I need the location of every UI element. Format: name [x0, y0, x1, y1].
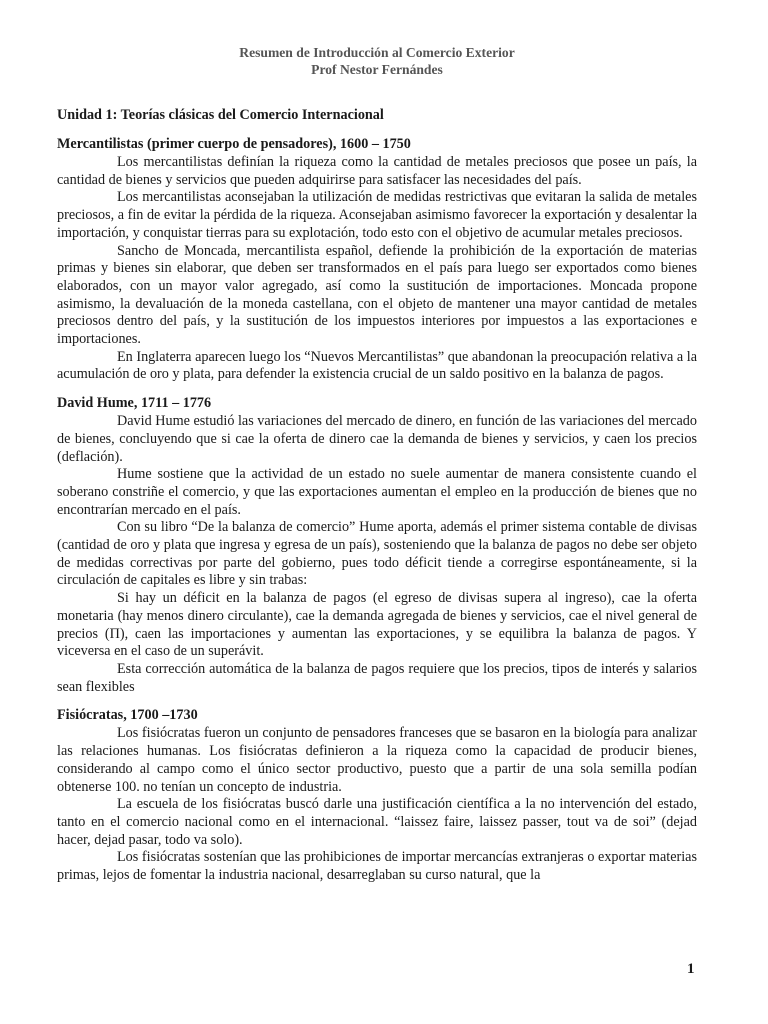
document-page: [57, 44, 697, 885]
paragraph: Los fisiócratas fueron un conjunto de pensadores franceses que se basaron en la biología para analizar las relaciones humanas. Los fisiócratas definieron a la riqueza como la capacidad de producir bienes, considerando al campo como el único sector productivo, puesto que a partir de una sola semilla podían obtenerse 100. no tenían un concepto de industria.: [57, 725, 697, 795]
paragraph: La escuela de los fisiócratas buscó darle una justificación científica a la no intervención del estado, tanto en el comercio nacional como en el internacional. “laissez faire, laissez passer, tout va de soi” (dejad hacer, dejad pasar, todo va solo).: [57, 796, 697, 848]
paragraph: Con su libro “De la balanza de comercio” Hume aporta, además el primer sistema contable de divisas (cantidad de oro y plata que ingresa y egresa de un país), sosteniendo que la balanza de pagos no debe ser objeto de medidas correctivas por parte del gobierno, pues todo déficit tiende a corregirse espontáneamente, si la circulación de capitales es libre y sin trabas:: [57, 519, 697, 589]
section-title-hume: David Hume, 1711 – 1776: [57, 395, 212, 412]
paragraph: David Hume estudió las variaciones del mercado de dinero, en función de las variaciones del mercado de bienes, concluyendo que si cae la oferta de dinero cae la demanda de bienes y servicios, y caen los precios (deflación).: [57, 413, 697, 465]
unit-title: Unidad 1: Teorías clásicas del Comercio Internacional: [57, 107, 384, 123]
paragraph: Los mercantilistas aconsejaban la utilización de medidas restrictivas que evitaran la salida de metales preciosos, a fin de evitar la pérdida de la riqueza. Aconsejaban asimismo favorecer la exportación y desalentar la importación, y conquistar tierras para su explotación, todo esto con el objetivo de acumular metales preciosos.: [57, 189, 697, 241]
section-title-fisiocratas: Fisiócratas, 1700 –1730: [57, 707, 198, 724]
paragraph: Sancho de Moncada, mercantilista español, defiende la prohibición de la exportación de materias primas y bienes sin elaborar, que deben ser transformados en el país para luego ser exportados como bienes elaborados, con un mayor valor agregado, así como la sustitución de importaciones. Moncada propone asimismo, la devaluación de la moneda castellana, con el objeto de mantener una mayor cantidad de metales preciosos dentro del país, y la sustitución de los impuestos interiores por impuestos a las exportaciones e importaciones.: [57, 242, 697, 348]
header-author: Prof Nestor Fernándes: [311, 62, 443, 77]
page-number: 1: [687, 961, 695, 977]
paragraph: Los fisiócratas sostenían que las prohibiciones de importar mercancías extranjeras o exportar materias primas, lejos de fomentar la industria nacional, desarreglaban su curso natural, que la: [57, 849, 697, 884]
paragraph: Los mercantilistas definían la riqueza como la cantidad de metales preciosos que posee un país, la cantidad de bienes y servicios que pueden adquirirse para satisfacer las necesidades del país.: [57, 154, 697, 188]
document-header: [57, 44, 697, 78]
section-title-mercantilistas: Mercantilistas (primer cuerpo de pensadores), 1600 – 1750: [57, 136, 411, 152]
paragraph: Hume sostiene que la actividad de un estado no suele aumentar de manera consistente cuando el soberano constriñe el comercio, y que las exportaciones aumentan el empleo en la producción de bienes que no encontrarían mercado en el país.: [57, 466, 697, 518]
paragraph: En Inglaterra aparecen luego los “Nuevos Mercantilistas” que abandonan la preocupación relativa a la acumulación de oro y plata, para defender la existencia crucial de un saldo positivo en la balanza de pagos.: [57, 348, 697, 383]
paragraph: Esta corrección automática de la balanza de pagos requiere que los precios, tipos de interés y salarios sean flexibles: [57, 660, 697, 695]
paragraph: Si hay un déficit en la balanza de pagos (el egreso de divisas supera al ingreso), cae la oferta monetaria (hay menos dinero circulante), cae la demanda agregada de bienes y servicios, cae el nivel general de precios (Π), caen las importaciones y aumentan las exportaciones, y se equilibra la balanza de pagos. Y viceversa en el caso de un superávit.: [57, 590, 697, 660]
header-title: Resumen de Introducción al Comercio Exterior: [239, 45, 515, 60]
